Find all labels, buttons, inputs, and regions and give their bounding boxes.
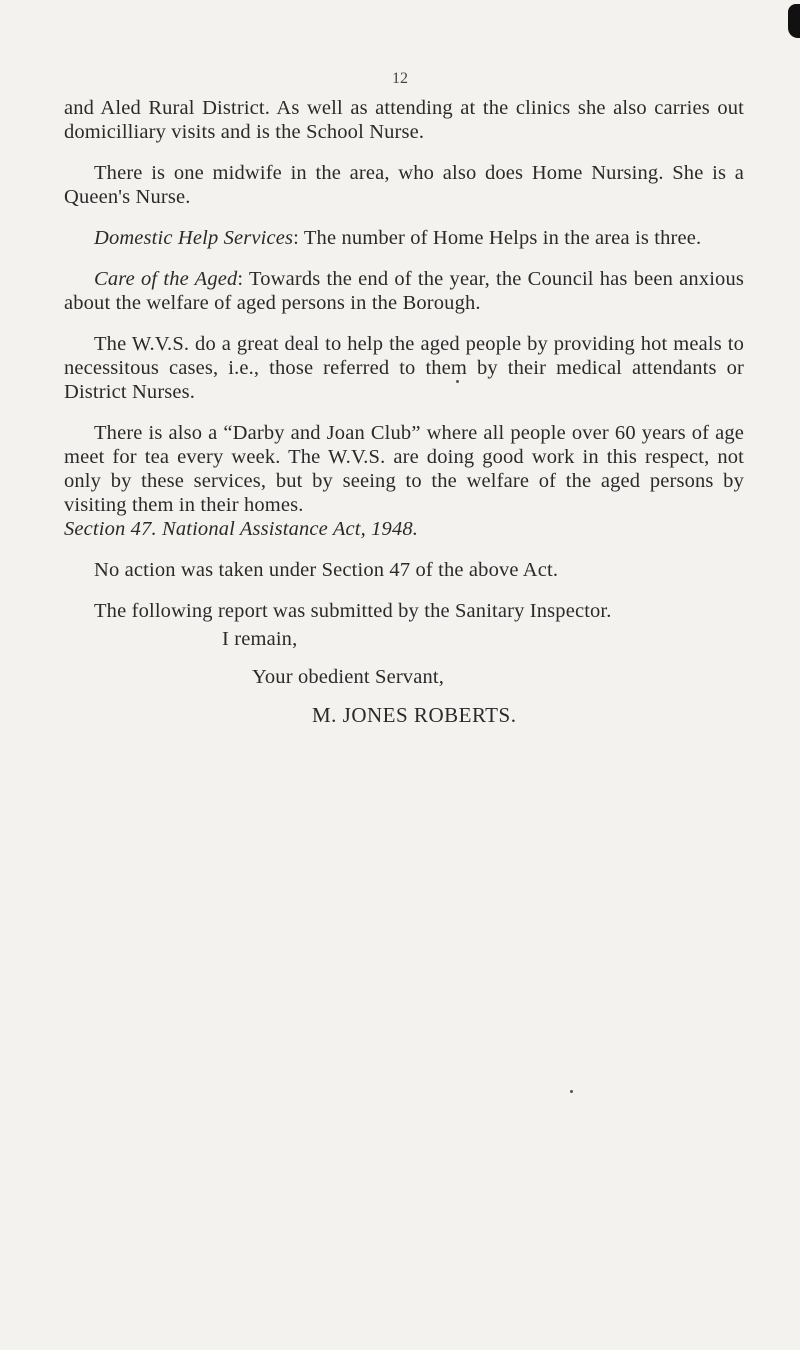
paragraph-care-of-aged: [64, 267, 744, 315]
closing-remain: I remain,: [222, 628, 298, 650]
closing-obedient: Your obedient Servant,: [252, 666, 444, 688]
print-speck: [570, 1090, 573, 1093]
heading-section-47: Section 47. National Assistance Act, 1948.: [64, 518, 419, 540]
paragraph-darby-joan: [64, 421, 744, 541]
paragraph-no-action: No action was taken under Section 47 of the above Act.: [94, 559, 559, 581]
darby-joan-text: There is also a “Darby and Joan Club” where all people over 60 years of age meet for tea every week. The W.V.S. are doing good work in this respect, not only by these services, but by seeing to the welfare of the aged persons by visiting them in their homes.: [64, 422, 744, 516]
closing-block: [64, 627, 744, 727]
page-number: 12: [392, 70, 408, 87]
print-speck: [456, 380, 459, 383]
paragraph-nursing-duties: and Aled Rural District. As well as attending at the clinics she also carries out domicilliary visits and is the School Nurse.: [64, 97, 744, 143]
paragraph-midwife: There is one midwife in the area, who also does Home Nursing. She is a Queen's Nurse.: [64, 162, 744, 208]
heading-domestic-help: Domestic Help Services: [94, 227, 294, 249]
paragraph-sanitary-report: The following report was submitted by the Sanitary Inspector.: [94, 600, 612, 622]
document-body: [64, 96, 744, 727]
domestic-help-text: : The number of Home Helps in the area is three.: [293, 227, 702, 249]
care-of-aged-text: : Towards the end of the year, the Council has been anxious about the welfare of aged persons in the Borough.: [64, 268, 744, 314]
signature: M. JONES ROBERTS.: [312, 703, 517, 727]
paragraph-domestic-help: [64, 226, 744, 250]
heading-care-of-aged: Care of the Aged: [94, 268, 238, 290]
page-edge-mark: [788, 4, 800, 38]
paragraph-wvs: The W.V.S. do a great deal to help the aged people by providing hot meals to necessitous cases, i.e., those referred to them by their medical attendants or District Nurses.: [64, 333, 744, 403]
